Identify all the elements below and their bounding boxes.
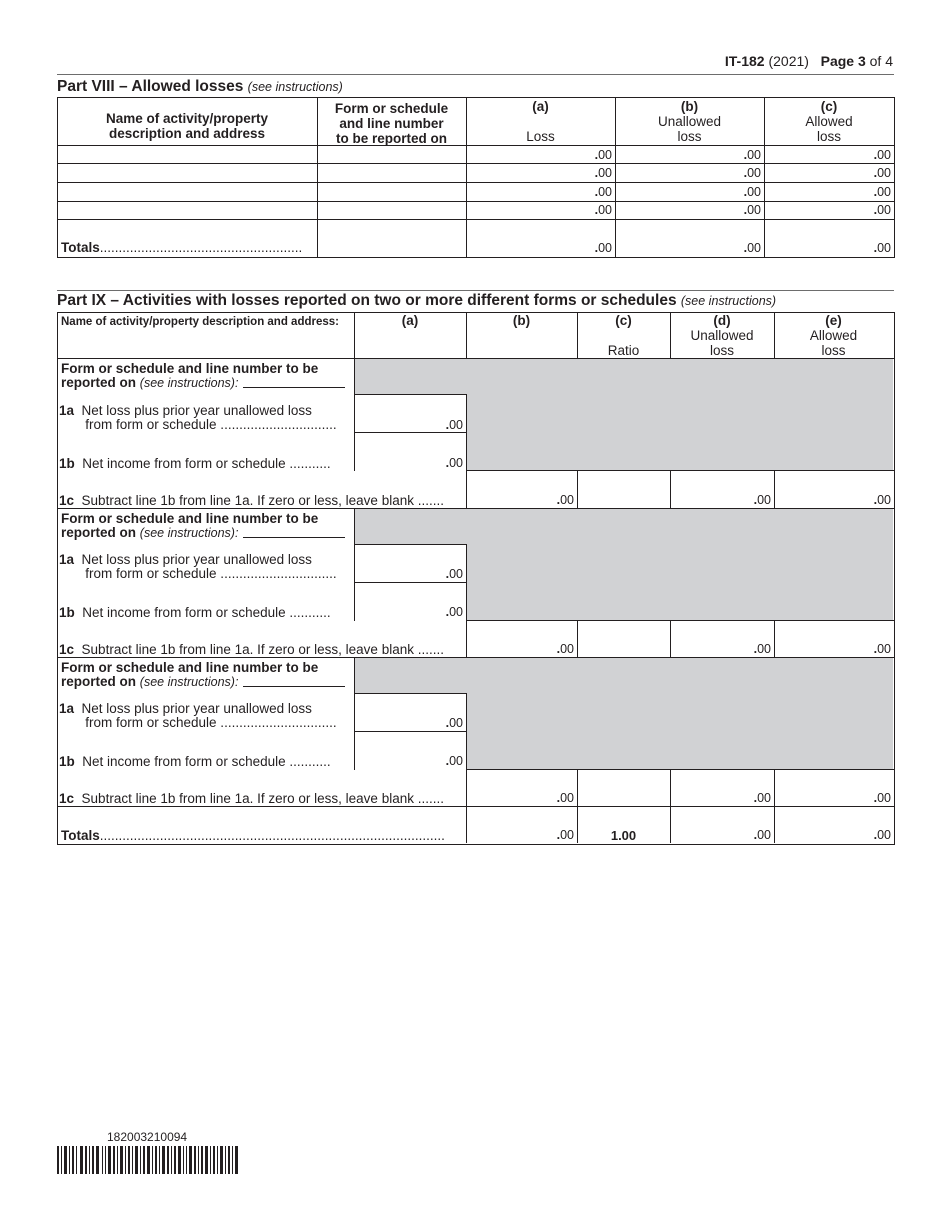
part9-total-d[interactable]: .00 [753, 828, 771, 842]
part9-totals-label: Totals............................................................................................ [61, 828, 445, 843]
block2-line-1a: 1a Net loss plus prior year unallowed loss from form or schedule ............................... [59, 552, 337, 581]
part8-total-c[interactable]: .00 [873, 241, 891, 255]
part8-row2-c[interactable]: .00 [873, 166, 891, 180]
block3-1c-b[interactable]: .00 [556, 791, 574, 805]
part8-row3-c[interactable]: .00 [873, 185, 891, 199]
part8-col-b-header: (b) Unallowed loss [657, 99, 722, 144]
part9-total-e[interactable]: .00 [873, 828, 891, 842]
block1-1c-e[interactable]: .00 [873, 493, 891, 507]
block1-form-label: Form or schedule and line number to be reported on (see instructions): [61, 361, 319, 390]
part8-row4-c[interactable]: .00 [873, 203, 891, 217]
divider [57, 290, 894, 291]
part9-col-d-header: (d) Unallowed loss [690, 313, 754, 358]
part8-col-name-header: Name of activity/property description and address [105, 111, 269, 141]
block2-line-1c: 1c Subtract line 1b from line 1a. If zero or less, leave blank ....... [59, 642, 444, 657]
part8-col-a-header: (a) Loss [526, 99, 555, 144]
block2-1b-amount[interactable]: .00 [445, 605, 463, 619]
divider [57, 74, 894, 75]
block3-line-1a: 1a Net loss plus prior year unallowed loss from form or schedule ............................... [59, 701, 337, 730]
block1-line-1c: 1c Subtract line 1b from line 1a. If zero or less, leave blank ....... [59, 493, 444, 508]
part9-title: Part IX – Activities with losses reported on two or more different forms or schedules (see instructions) [57, 292, 777, 309]
part8-total-a[interactable]: .00 [594, 241, 612, 255]
block2-1a-amount[interactable]: .00 [445, 567, 463, 581]
page-header: IT-182 (2021) Page 3 of 4 [724, 53, 893, 69]
part8-row4-a[interactable]: .00 [594, 203, 612, 217]
part9-col-b-header: (b) [512, 313, 531, 328]
part8-row4-b[interactable]: .00 [743, 203, 761, 217]
block3-form-blank[interactable] [243, 686, 345, 687]
block1-line-1b: 1b Net income from form or schedule ........... [59, 456, 331, 471]
block3-form-label: Form or schedule and line number to be reported on (see instructions): [61, 660, 319, 689]
part8-totals-label: Totals...................................................... [61, 240, 303, 255]
block1-form-blank[interactable] [243, 387, 345, 388]
barcode-number: 182003210094 [107, 1130, 188, 1144]
part8-row2-a[interactable]: .00 [594, 166, 612, 180]
part8-row1-b[interactable]: .00 [743, 148, 761, 162]
part8-row3-a[interactable]: .00 [594, 185, 612, 199]
block1-1a-amount[interactable]: .00 [445, 418, 463, 432]
part9-total-b[interactable]: .00 [556, 828, 574, 842]
block1-1c-d[interactable]: .00 [753, 493, 771, 507]
block3-line-1c: 1c Subtract line 1b from line 1a. If zero or less, leave blank ....... [59, 791, 444, 806]
block1-1b-amount[interactable]: .00 [445, 456, 463, 470]
part9-col-c-header: (c) Ratio [607, 313, 640, 358]
block2-line-1b: 1b Net income from form or schedule ........... [59, 605, 331, 620]
block2-1c-e[interactable]: .00 [873, 642, 891, 656]
block3-1b-amount[interactable]: .00 [445, 754, 463, 768]
block2-form-blank[interactable] [243, 537, 345, 538]
block3-1a-amount[interactable]: .00 [445, 716, 463, 730]
part9-col-name-header: Name of activity/property description and address: [61, 316, 339, 328]
part8-total-b[interactable]: .00 [743, 241, 761, 255]
block1-1c-b[interactable]: .00 [556, 493, 574, 507]
part9-col-e-header: (e) Allowed loss [809, 313, 858, 358]
part8-col-c-header: (c) Allowed loss [805, 99, 853, 144]
part8-row1-a[interactable]: .00 [594, 148, 612, 162]
block2-1c-b[interactable]: .00 [556, 642, 574, 656]
part8-row3-b[interactable]: .00 [743, 185, 761, 199]
barcode [57, 1146, 239, 1174]
block2-1c-d[interactable]: .00 [753, 642, 771, 656]
part9-col-a-header: (a) [401, 313, 419, 328]
part9-total-ratio[interactable]: 1.00 [610, 828, 637, 843]
part8-row1-c[interactable]: .00 [873, 148, 891, 162]
block3-1c-d[interactable]: .00 [753, 791, 771, 805]
part8-title: Part VIII – Allowed losses (see instructions) [57, 78, 343, 95]
block3-line-1b: 1b Net income from form or schedule ........... [59, 754, 331, 769]
block2-form-label: Form or schedule and line number to be reported on (see instructions): [61, 511, 319, 540]
block3-1c-e[interactable]: .00 [873, 791, 891, 805]
block1-line-1a: 1a Net loss plus prior year unallowed loss from form or schedule ............................... [59, 403, 337, 432]
part8-row2-b[interactable]: .00 [743, 166, 761, 180]
part8-col-form-header: Form or schedule and line number to be reported on [334, 101, 449, 146]
